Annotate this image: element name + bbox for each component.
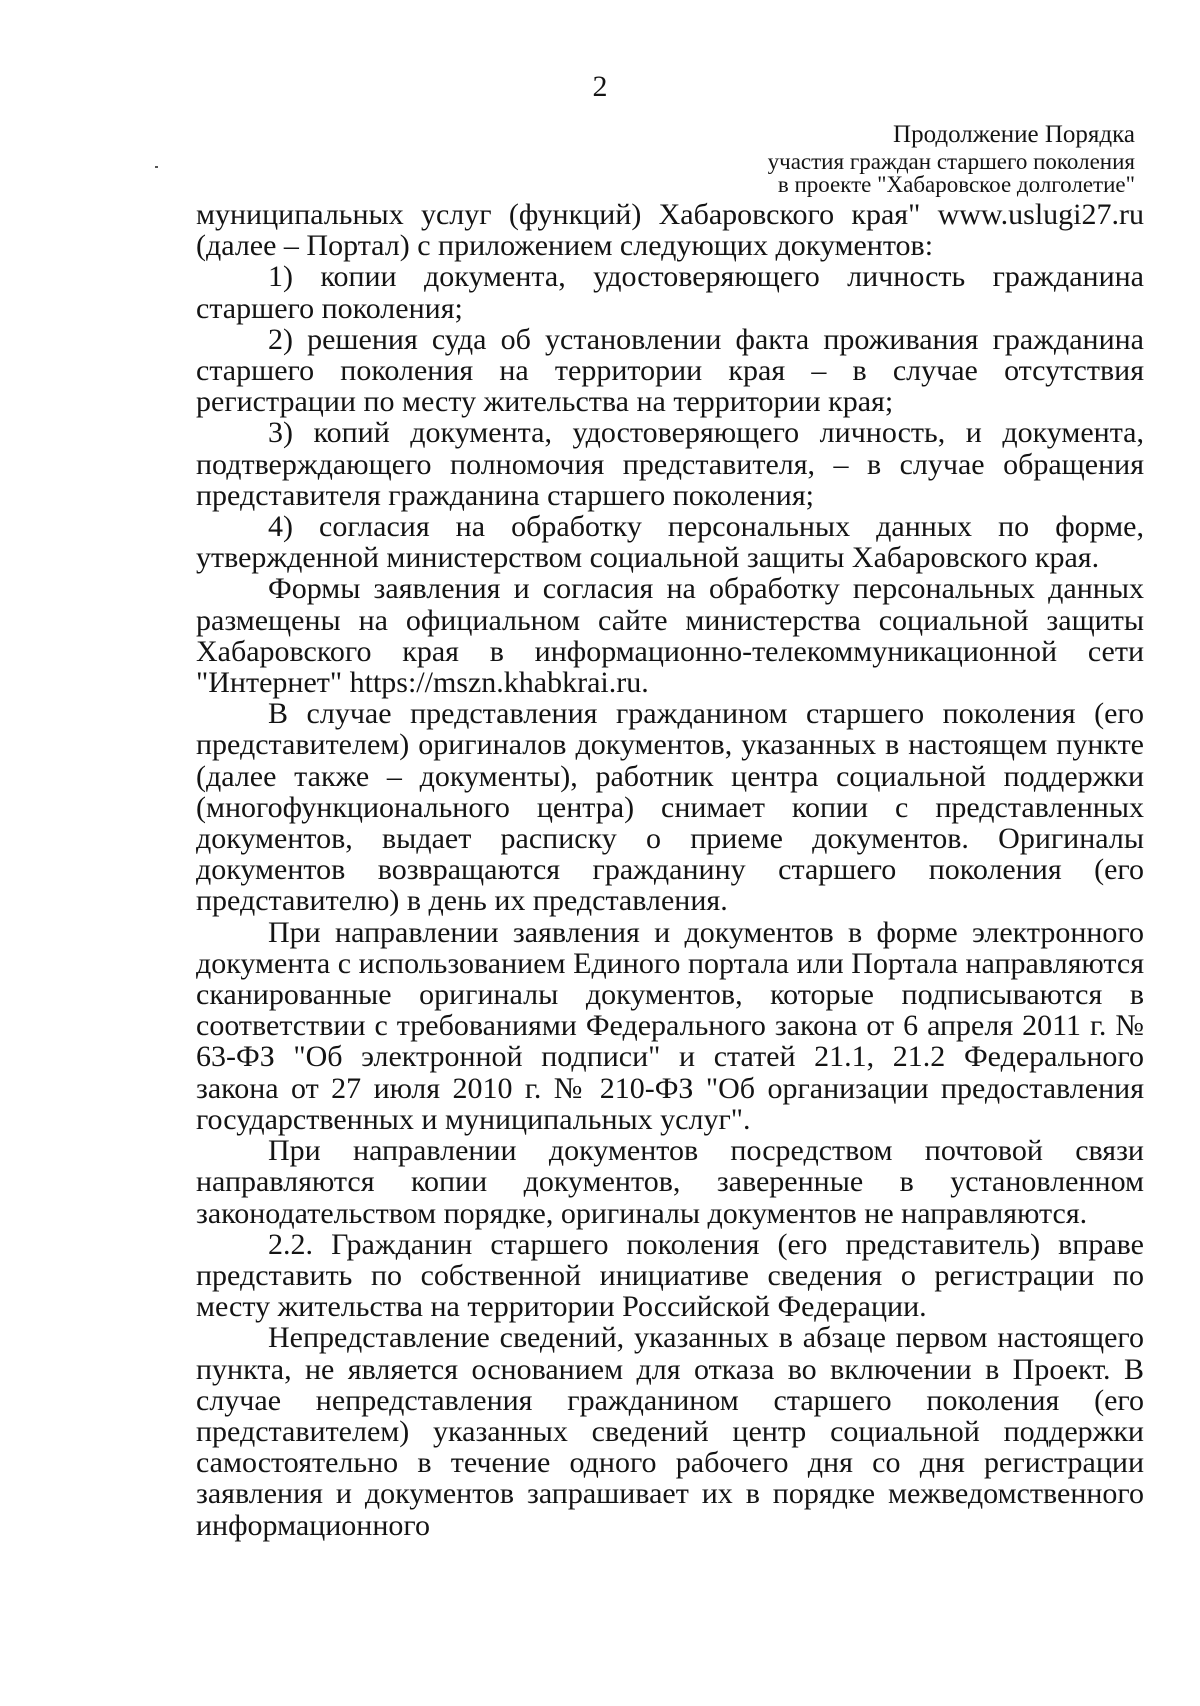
- paragraph-portal-continuation: муниципальных услуг (функций) Хабаровского края" www.uslugi27.ru (далее – Портал) с приложением следующих документов:: [196, 198, 1144, 263]
- paragraph-postal: При направлении документов посредством почтовой связи направляются копии документов, заверенные в установленном законодательством порядке, оригиналы документов не направляются.: [196, 1134, 1144, 1230]
- header-line-continuation: Продолжение Порядка: [893, 121, 1135, 148]
- paragraph-item-2: 2) решения суда об установлении факта проживания гражданина старшего поколения на территории края – в случае отсутствия регистрации по месту жительства на территории края;: [196, 322, 1144, 419]
- paragraph-section-2-2: 2.2. Гражданин старшего поколения (его представитель) вправе представить по собственной инициативе сведения о регистрации по месту жительства на территории Российской Федерации.: [196, 1227, 1144, 1324]
- document-header-note: [615, 120, 1135, 196]
- scan-speck: [155, 166, 158, 168]
- paragraph-non-submission: Непредставление сведений, указанных в абзаце первом настоящего пункта, не является основанием для отказа во включении в Проект. В случае непредставления гражданином старшего поколения (его представителем) указанных сведений центр социальной поддержки самостоятельно в течение одного рабочего дня со дня регистрации заявления и документов запрашивает их в порядке межведомственного информационного: [196, 1321, 1144, 1542]
- document-body: [196, 199, 1144, 1541]
- header-line-project: в проекте "Хабаровское долголетие": [777, 172, 1135, 197]
- page-number: 2: [592, 70, 608, 103]
- paragraph-forms: Формы заявления и согласия на обработку персональных данных размещены на официальном сайте министерства социальной защиты Хабаровского края в информационно-телекоммуникационной сети "Интернет" https://mszn.khabkrai.ru.: [196, 572, 1144, 700]
- paragraph-item-4: 4) согласия на обработку персональных данных по форме, утвержденной министерством социальной защиты Хабаровского края.: [196, 510, 1144, 575]
- paragraph-item-1: 1) копии документа, удостоверяющего личность гражданина старшего поколения;: [196, 260, 1144, 325]
- paragraph-item-3: 3) копий документа, удостоверяющего личность, и документа, подтверждающего полномочия представителя, – в случае обращения представителя гражданина старшего поколения;: [196, 416, 1144, 512]
- paragraph-electronic: При направлении заявления и документов в форме электронного документа с использованием Единого портала или Портала направляются сканированные оригиналы документов, которые подписываются в соответствии с требованиями Федерального закона от 6 апреля 2011 г. № 63-ФЗ "Об электронной подписи" и статей 21.1, 21.2 Федерального закона от 27 июля 2010 г. № 210-ФЗ "Об организации предоставления государственных и муниципальных услуг".: [196, 915, 1144, 1136]
- header-line-title: участия граждан старшего поколения: [767, 149, 1135, 174]
- paragraph-originals: В случае представления гражданином старшего поколения (его представителем) оригиналов документов, указанных в настоящем пункте (далее также – документы), работник центра социальной поддержки (многофункционального центра) снимает копии с представленных документов, выдает расписку о приеме документов. Оригиналы документов возвращаются гражданину старшего поколения (его представителю) в день их представления.: [196, 697, 1144, 918]
